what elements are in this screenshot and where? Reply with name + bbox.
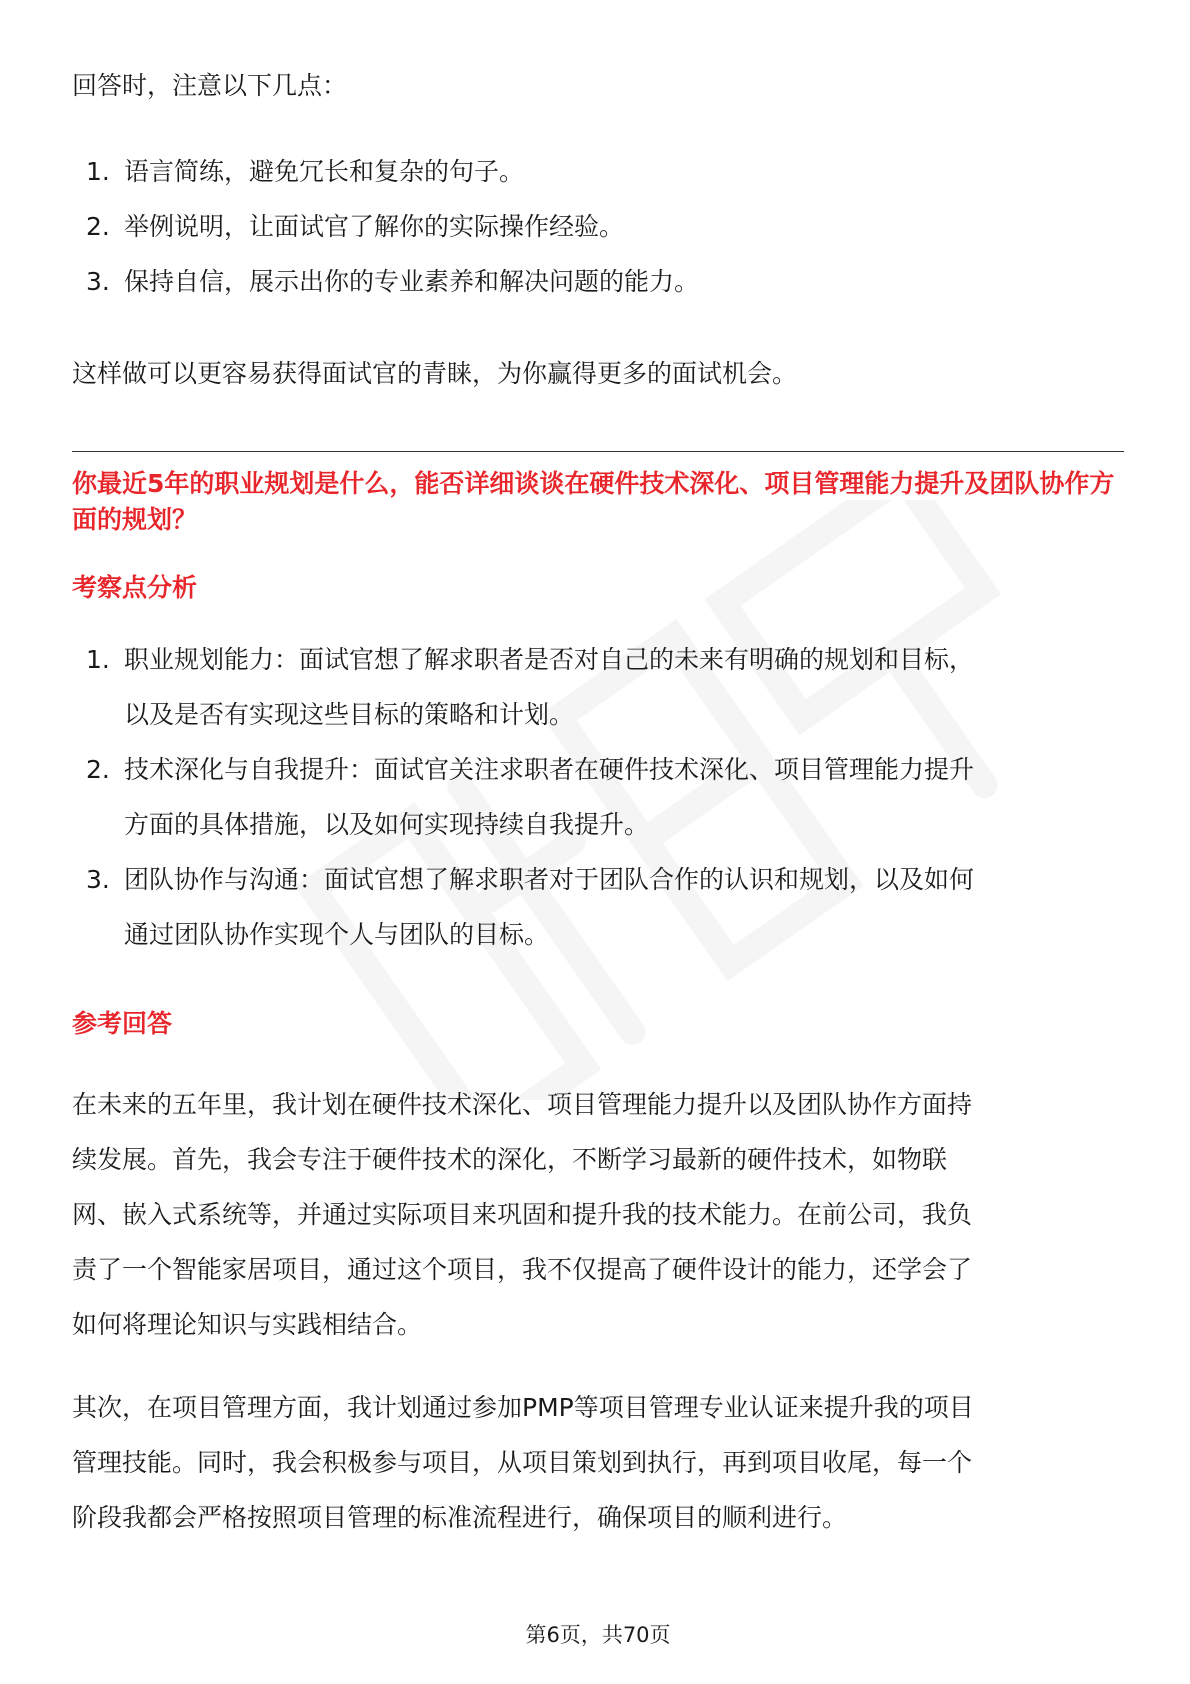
list-item-text: 语言简练，避免冗长和复杂的句子。 — [124, 157, 525, 186]
analysis-list — [72, 632, 1124, 962]
paragraph-line: 其次，在项目管理方面，我计划通过参加PMP等项目管理专业认证来提升我的项目 — [72, 1393, 974, 1422]
paragraph-line: 续发展。首先，我会专注于硬件技术的深化，不断学习最新的硬件技术，如物联 — [72, 1145, 948, 1174]
paragraph-line: 管理技能。同时，我会积极参与项目，从项目策划到执行，再到项目收尾，每一个 — [72, 1448, 973, 1477]
answer-paragraph — [72, 1077, 1124, 1352]
page-footer: 第6页，共70页 — [525, 1623, 671, 1647]
paragraph-line: 阶段我都会严格按照项目管理的标准流程进行，确保项目的顺利进行。 — [72, 1503, 848, 1532]
list-number: 1. — [86, 157, 110, 186]
paragraph-line: 责了一个智能家居项目，通过这个项目，我不仅提高了硬件设计的能力，还学会了 — [72, 1255, 973, 1284]
list-item-line: 技术深化与自我提升：面试官关注求职者在硬件技术深化、项目管理能力提升 — [124, 755, 975, 784]
list-item-line: 方面的具体措施，以及如何实现持续自我提升。 — [124, 810, 650, 839]
list-item-text: 举例说明，让面试官了解你的实际操作经验。 — [124, 212, 625, 241]
list-number: 3. — [86, 267, 110, 296]
list-item-line: 通过团队协作实现个人与团队的目标。 — [124, 920, 550, 949]
list-number: 2. — [86, 212, 110, 241]
tips-list — [72, 144, 1124, 309]
list-number: 3. — [86, 865, 110, 894]
list-number: 1. — [86, 645, 110, 674]
list-number: 2. — [86, 755, 110, 784]
section-divider — [72, 451, 1124, 452]
list-item-line: 团队协作与沟通：面试官想了解求职者对于团队合作的认识和规划，以及如何 — [124, 865, 975, 894]
list-item-text: 保持自信，展示出你的专业素养和解决问题的能力。 — [124, 267, 700, 296]
list-item-line: 职业规划能力：面试官想了解求职者是否对自己的未来有明确的规划和目标， — [124, 645, 975, 674]
list-item — [72, 852, 1124, 962]
intro-text: 回答时，注意以下几点： — [72, 71, 348, 100]
paragraph-line: 网、嵌入式系统等，并通过实际项目来巩固和提升我的技术能力。在前公司，我负 — [72, 1200, 973, 1229]
list-item-line: 以及是否有实现这些目标的策略和计划。 — [124, 700, 575, 729]
paragraph-line: 如何将理论知识与实践相结合。 — [72, 1310, 423, 1339]
paragraph-line: 在未来的五年里，我计划在硬件技术深化、项目管理能力提升以及团队协作方面持 — [72, 1090, 973, 1119]
list-item — [72, 144, 1124, 199]
analysis-heading: 考察点分析 — [72, 573, 198, 602]
answer-paragraph — [72, 1380, 1124, 1545]
list-item — [72, 742, 1124, 852]
answer-heading: 参考回答 — [72, 1009, 173, 1038]
question-heading: 你最近5年的职业规划是什么，能否详细谈谈在硬件技术深化、项目管理能力提升及团队协作方面的规划？ — [72, 469, 1115, 534]
list-item — [72, 199, 1124, 254]
list-item — [72, 254, 1124, 309]
closing-text: 这样做可以更容易获得面试官的青睐，为你赢得更多的面试机会。 — [72, 359, 798, 388]
document-page — [72, 0, 1124, 1684]
list-item — [72, 632, 1124, 742]
